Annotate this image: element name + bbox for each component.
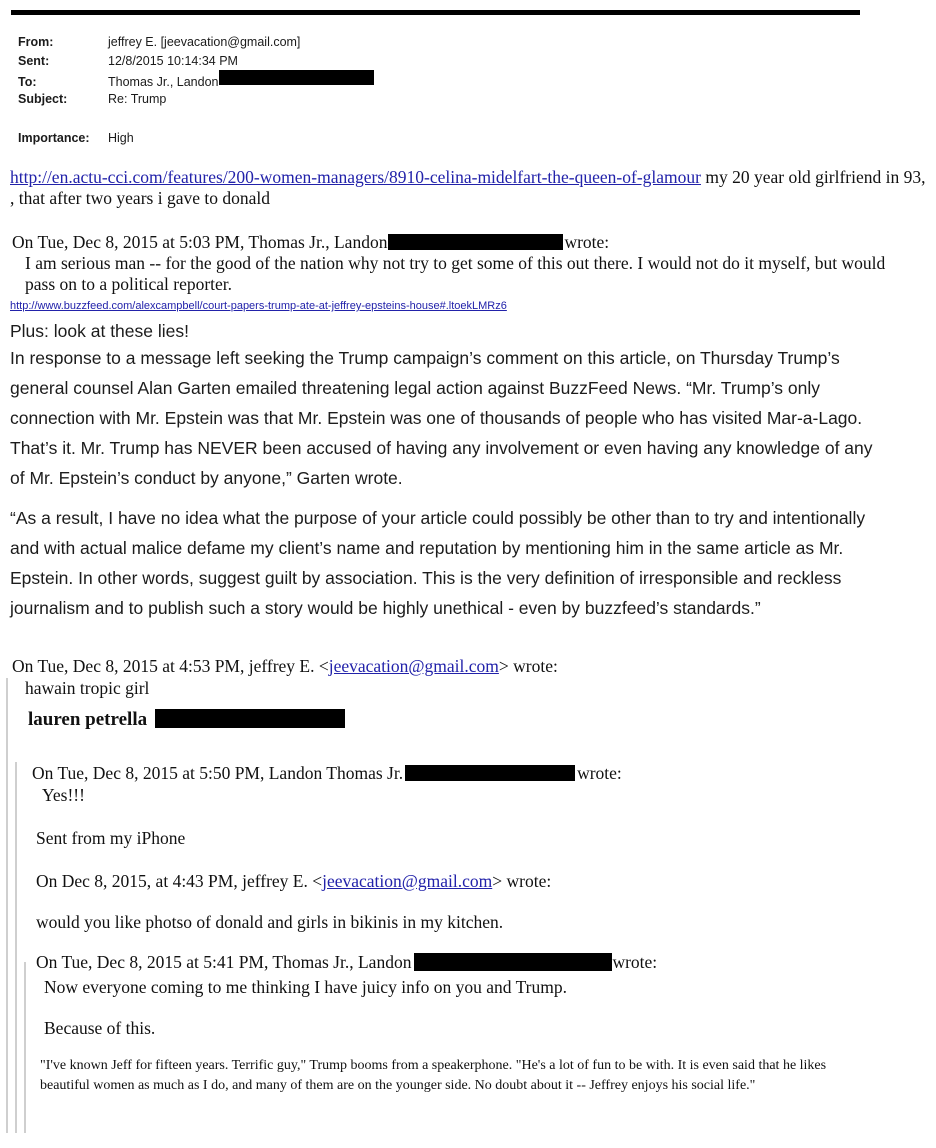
redaction-bar-550	[405, 765, 575, 781]
quote-header-550-suffix: wrote:	[577, 763, 622, 783]
quote-header-541-suffix: wrote:	[612, 952, 658, 972]
header-row-to	[18, 71, 518, 90]
redaction-bar-lauren	[155, 709, 345, 728]
top-link-trailing-text: my 20 year old girlfriend in 93, , that after two years i gave to donald	[10, 167, 926, 208]
quote-bar-level-2	[15, 762, 17, 1133]
quote-header-453	[12, 656, 912, 677]
quote-body-541: Now everyone coming to me thinking I have juicy info on you and Trump.	[44, 977, 567, 997]
speakerphone-quote-text: "I've known Jeff for fifteen years. Terrific guy," Trump booms from a speakerphone. "He's a lot of fun to be with. It is even said that he likes beautiful women as much as I do, and many of them are on the younger side. No doubt about it -- Jeffrey enjoys his social life."	[40, 1058, 827, 1093]
from-value: jeffrey E. [jeevacation@gmail.com]	[108, 35, 301, 49]
quote-header-453-prefix: On Tue, Dec 8, 2015 at 4:53 PM, jeffrey E. <	[12, 656, 329, 676]
lauren-petrella-name: lauren petrella	[28, 709, 148, 730]
quote-body-503: I am serious man -- for the good of the nation why not try to get some of this out there. I would not do it myself, but would pass on to a political reporter.	[25, 253, 886, 294]
subject-value: Re: Trump	[108, 92, 167, 106]
top-link-paragraph	[10, 167, 926, 209]
email-link-443[interactable]: jeevacation@gmail.com	[322, 871, 493, 891]
quote-header-550-prefix: On Tue, Dec 8, 2015 at 5:50 PM, Landon Thomas Jr.	[32, 763, 404, 783]
quote-body-550: Yes!!!	[42, 785, 85, 805]
quote-header-541	[36, 952, 926, 973]
to-value: Thomas Jr., Landon	[108, 75, 219, 89]
quote-header-453-suffix: > wrote:	[498, 656, 558, 676]
header-row-importance	[18, 129, 518, 148]
sent-label: Sent:	[18, 54, 50, 68]
quote-header-443-suffix: > wrote:	[492, 871, 552, 891]
actu-cci-link[interactable]: http://en.actu-cci.com/features/200-women-managers/8910-celina-midelfart-the-queen-of-glamour	[10, 167, 701, 187]
quote-header-503	[12, 232, 912, 253]
redaction-bar-to	[219, 70, 374, 85]
because-of-this-text: Because of this.	[44, 1018, 156, 1038]
to-label: To:	[18, 75, 37, 89]
sent-from-iphone-text: Sent from my iPhone	[36, 828, 186, 848]
top-rule-divider	[11, 10, 860, 15]
article-paragraph-2: “As a result, I have no idea what the purpose of your article could possibly be other than to try and intentionally and with actual malice defame my client’s name and reputation by mentioning him in the same article as Mr. Epstein. In other words, suggest guilt by association. This is the very definition of irresponsible and reckless journalism and to publish such a story would be highly unethical - even by buzzfeed’s standards.”	[10, 508, 866, 618]
importance-value: High	[108, 131, 134, 145]
header-row-from	[18, 33, 518, 52]
quote-header-443-prefix: On Dec 8, 2015, at 4:43 PM, jeffrey E. <	[36, 871, 323, 891]
quote-body-453: hawain tropic girl	[25, 678, 150, 698]
from-label: From:	[18, 35, 54, 49]
buzzfeed-link-line	[10, 296, 910, 314]
quote-body-443: would you like photso of donald and girls in bikinis in my kitchen.	[36, 912, 504, 932]
buzzfeed-link[interactable]: http://www.buzzfeed.com/alexcampbell/court-papers-trump-ate-at-jeffrey-epsteins-house#.ltoekLMRz6	[10, 300, 507, 312]
article-paragraph-1: In response to a message left seeking the Trump campaign’s comment on this article, on Thursday Trump’s general counsel Alan Garten emailed threatening legal action against BuzzFeed News. “Mr. Trump’s only connection with Mr. Epstein was that Mr. Epstein was one of thousands of people who has visited Mar-a-Lago. That’s it. Mr. Trump has NEVER been accused of having any involvement or even having any knowledge of any of Mr. Epstein’s conduct by anyone,” Garten wrote.	[10, 348, 873, 488]
quote-header-503-prefix: On Tue, Dec 8, 2015 at 5:03 PM, Thomas Jr., Landon	[12, 232, 388, 252]
header-row-subject	[18, 90, 518, 109]
header-row-sent	[18, 52, 518, 71]
importance-label: Importance:	[18, 131, 90, 145]
sent-value: 12/8/2015 10:14:34 PM	[108, 54, 238, 68]
quote-header-550	[32, 763, 912, 784]
lauren-petrella-line	[28, 708, 908, 732]
quote-bar-level-1	[6, 678, 8, 1133]
redaction-bar-541	[414, 953, 612, 971]
redaction-bar-503	[388, 234, 563, 250]
subject-label: Subject:	[18, 92, 68, 106]
email-header-fields	[18, 33, 518, 109]
plus-look-at-these-lies-text: Plus: look at these lies!	[10, 321, 189, 341]
quote-bar-level-3	[24, 962, 26, 1133]
email-link-453[interactable]: jeevacation@gmail.com	[328, 656, 499, 676]
quote-header-541-prefix: On Tue, Dec 8, 2015 at 5:41 PM, Thomas Jr., Landon	[36, 952, 412, 972]
quote-header-443	[36, 871, 916, 892]
quote-header-503-suffix: wrote:	[564, 232, 610, 252]
